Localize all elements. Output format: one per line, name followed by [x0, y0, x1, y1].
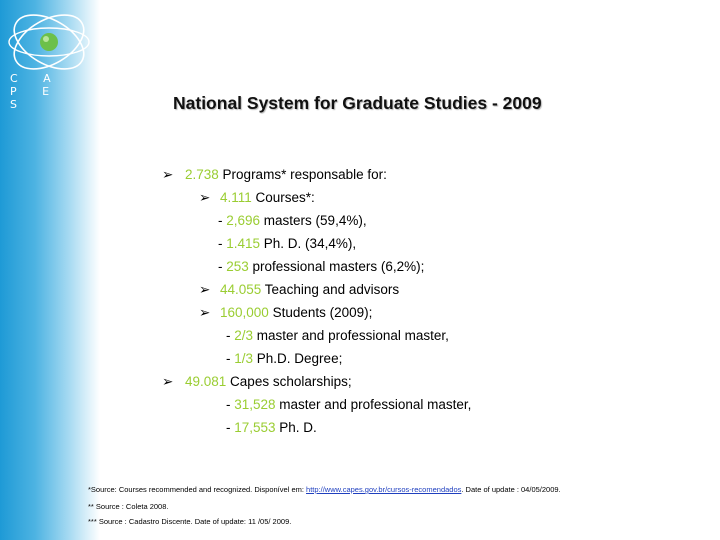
sub-item-prof-masters	[218, 259, 424, 275]
phd-number: 1.415	[226, 236, 261, 251]
bullet-courses	[220, 190, 315, 206]
prof-masters-text: professional masters (6,2%);	[248, 259, 425, 274]
bullet-students	[220, 305, 372, 321]
schol-phd-text: Ph. D.	[275, 420, 317, 435]
dash: -	[218, 236, 227, 251]
masters-number: 2,696	[226, 213, 261, 228]
arrow-bullet-icon: ➢	[162, 167, 174, 182]
students-phd-number: 1/3	[234, 351, 254, 366]
scholarships-number: 49.081	[185, 374, 227, 389]
scholarships-text: Capes scholarships;	[226, 374, 352, 389]
footnote-text: *Source: Courses recommended and recognized. Disponível em:	[88, 485, 307, 494]
schol-phd-number: 17,553	[234, 420, 276, 435]
dash: -	[218, 259, 227, 274]
arrow-bullet-icon: ➢	[162, 374, 174, 389]
teaching-number: 44.055	[220, 282, 262, 297]
phd-text: Ph. D. (34,4%),	[260, 236, 357, 251]
programs-number: 2.738	[185, 167, 219, 182]
arrow-bullet-icon: ➢	[199, 305, 211, 320]
bullet-scholarships	[185, 374, 352, 390]
bullet-teaching	[220, 282, 399, 298]
sub-item-students-phd	[226, 351, 342, 367]
students-phd-text: Ph.D. Degree;	[253, 351, 343, 366]
schol-master-number: 31,528	[234, 397, 276, 412]
students-number: 160,000	[220, 305, 269, 320]
schol-master-text: master and professional master,	[275, 397, 472, 412]
dash: -	[218, 213, 227, 228]
footnote-source-courses	[88, 485, 561, 494]
courses-text: Courses*:	[251, 190, 315, 205]
students-text: Students (2009);	[268, 305, 373, 320]
sidebar-gradient	[0, 0, 100, 540]
dash: -	[226, 397, 235, 412]
sub-item-phd	[218, 236, 356, 252]
capes-logo-icon	[6, 4, 92, 76]
masters-text: masters (59,4%),	[260, 213, 367, 228]
dash: -	[226, 351, 235, 366]
footnote-link[interactable]: http://www.capes.gov.br/cursos-recomendados	[306, 485, 462, 494]
footnote-text: . Date of update : 04/05/2009.	[461, 485, 561, 494]
students-master-number: 2/3	[234, 328, 254, 343]
footnote-source-cadastro: *** Source : Cadastro Discente. Date of update: 11 /05/ 2009.	[88, 517, 292, 526]
footnote-source-coleta: ** Source : Coleta 2008.	[88, 502, 169, 511]
logo-text: C A P E S	[10, 72, 62, 111]
arrow-bullet-icon: ➢	[199, 190, 211, 205]
arrow-bullet-icon: ➢	[199, 282, 211, 297]
students-master-text: master and professional master,	[253, 328, 449, 343]
sub-item-schol-master	[226, 397, 471, 413]
dash: -	[226, 328, 235, 343]
page-title: National System for Graduate Studies - 2009	[173, 93, 542, 113]
dash: -	[226, 420, 235, 435]
teaching-text: Teaching and advisors	[261, 282, 400, 297]
programs-text: Programs* responsable for:	[218, 167, 387, 182]
courses-number: 4.111	[220, 190, 252, 205]
sub-item-schol-phd	[226, 420, 317, 436]
prof-masters-number: 253	[226, 259, 249, 274]
sub-item-students-master	[226, 328, 449, 344]
sub-item-masters	[218, 213, 367, 229]
bullet-programs	[185, 167, 387, 183]
